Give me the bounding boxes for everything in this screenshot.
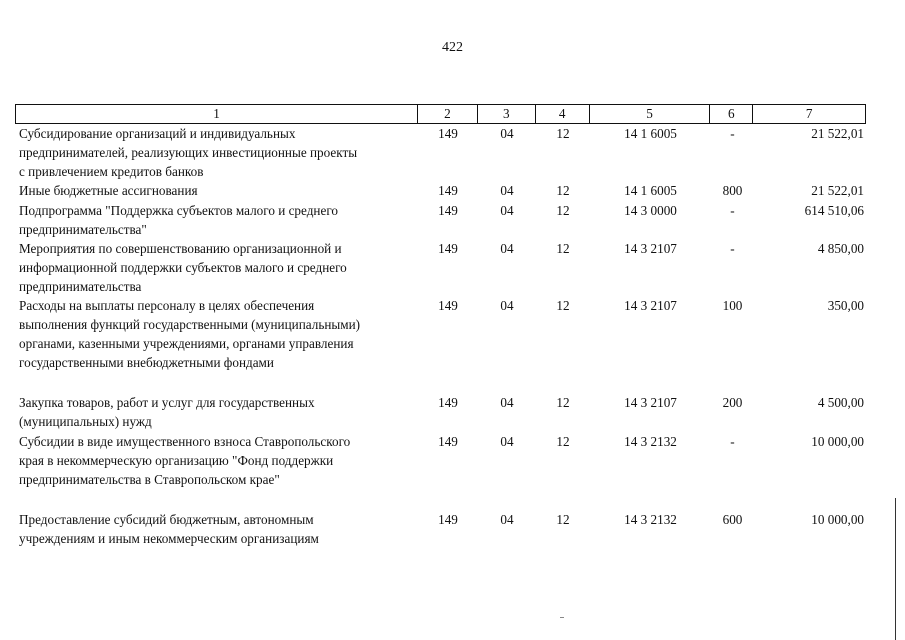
description-line: (муниципальных) нужд [19,414,152,429]
section-code: 04 [500,395,514,410]
target-article-code: 14 1 6005 [624,126,677,141]
page-number: 422 [442,40,463,55]
description-line: с привлечением кредитов банков [19,164,204,179]
expense-type-code: - [730,434,735,449]
description-line: государственными внебюджетными фондами [19,355,274,370]
admin-code: 149 [438,241,458,256]
column-header-3: 3 [478,105,536,123]
row-description [15,124,418,181]
table-row [15,181,866,200]
table-row [15,510,866,548]
amount: 614 510,06 [804,203,864,218]
amount: 10 000,00 [811,434,864,449]
admin-code: 149 [438,395,458,410]
description-line: Предоставление субсидий бюджетным, автономным [19,512,314,527]
description-line: предпринимательства в Ставропольском крае" [19,472,280,487]
amount: 21 522,01 [811,183,864,198]
subsection-code: 12 [556,298,570,313]
description-line: информационной поддержки субъектов малого и среднего [19,260,347,275]
column-header-2: 2 [418,105,478,123]
section-code: 04 [500,512,514,527]
expense-type-code: 200 [722,395,743,410]
description-line: Расходы на выплаты персоналу в целях обеспечения [19,298,315,313]
subsection-code: 12 [556,126,570,141]
target-article-code: 14 3 2132 [624,512,677,527]
description-line: выполнения функций государственными (муниципальными) [19,317,361,332]
admin-code: 149 [438,126,458,141]
subsection-code: 12 [556,203,570,218]
description-line: органами, казенными учреждениями, органами управления [19,336,354,351]
table-row [15,393,866,431]
section-code: 04 [500,126,514,141]
row-description [15,239,418,296]
table-header-row [15,104,866,124]
description-line: Иные бюджетные ассигнования [19,183,198,198]
description-line: края в некоммерческую организацию "Фонд поддержки [19,453,334,468]
row-description [15,296,418,372]
target-article-code: 14 3 2132 [624,434,677,449]
description-line: учреждениям и иным некоммерческим организациям [19,531,319,546]
column-header-5: 5 [590,105,711,123]
table-row [15,296,866,372]
subsection-code: 12 [556,241,570,256]
column-header-6: 6 [710,105,753,123]
expense-type-code: - [730,203,735,218]
table-row [15,124,866,181]
admin-code: 149 [438,512,458,527]
scan-edge-line [895,498,896,640]
row-description [15,510,418,548]
subsection-code: 12 [556,434,570,449]
target-article-code: 14 1 6005 [624,183,677,198]
description-line: Мероприятия по совершенствованию организационной и [19,241,342,256]
column-header-4: 4 [536,105,590,123]
amount: 350,00 [827,298,864,313]
expense-type-code: - [730,241,735,256]
expense-type-code: 800 [722,183,743,198]
description-line: предпринимательства [19,279,142,294]
row-description [15,432,418,489]
section-code: 04 [500,434,514,449]
scan-speck [560,617,564,618]
section-code: 04 [500,241,514,256]
section-code: 04 [500,203,514,218]
section-code: 04 [500,183,514,198]
admin-code: 149 [438,434,458,449]
target-article-code: 14 3 0000 [624,203,677,218]
subsection-code: 12 [556,395,570,410]
amount: 10 000,00 [811,512,864,527]
description-line: Подпрограмма "Поддержка субъектов малого и среднего [19,203,338,218]
admin-code: 149 [438,298,458,313]
admin-code: 149 [438,183,458,198]
amount: 4 500,00 [817,395,864,410]
section-code: 04 [500,298,514,313]
expense-type-code: 100 [722,298,743,313]
amount: 4 850,00 [817,241,864,256]
target-article-code: 14 3 2107 [624,395,677,410]
row-description [15,181,418,200]
column-header-1: 1 [16,105,418,123]
column-header-7: 7 [805,106,813,121]
description-line: Закупка товаров, работ и услуг для государственных [19,395,315,410]
description-line: Субсидирование организаций и индивидуальных [19,126,296,141]
expense-type-code: - [730,126,735,141]
subsection-code: 12 [556,183,570,198]
expense-type-code: 600 [722,512,743,527]
description-line: Субсидии в виде имущественного взноса Ставропольского [19,434,351,449]
target-article-code: 14 3 2107 [624,241,677,256]
table-row [15,432,866,489]
subsection-code: 12 [556,512,570,527]
row-description [15,201,418,239]
amount: 21 522,01 [811,126,864,141]
admin-code: 149 [438,203,458,218]
row-description [15,393,418,431]
table-row [15,239,866,296]
description-line: предпринимателей, реализующих инвестиционные проекты [19,145,358,160]
description-line: предпринимательства" [19,222,147,237]
table-row [15,201,866,239]
target-article-code: 14 3 2107 [624,298,677,313]
